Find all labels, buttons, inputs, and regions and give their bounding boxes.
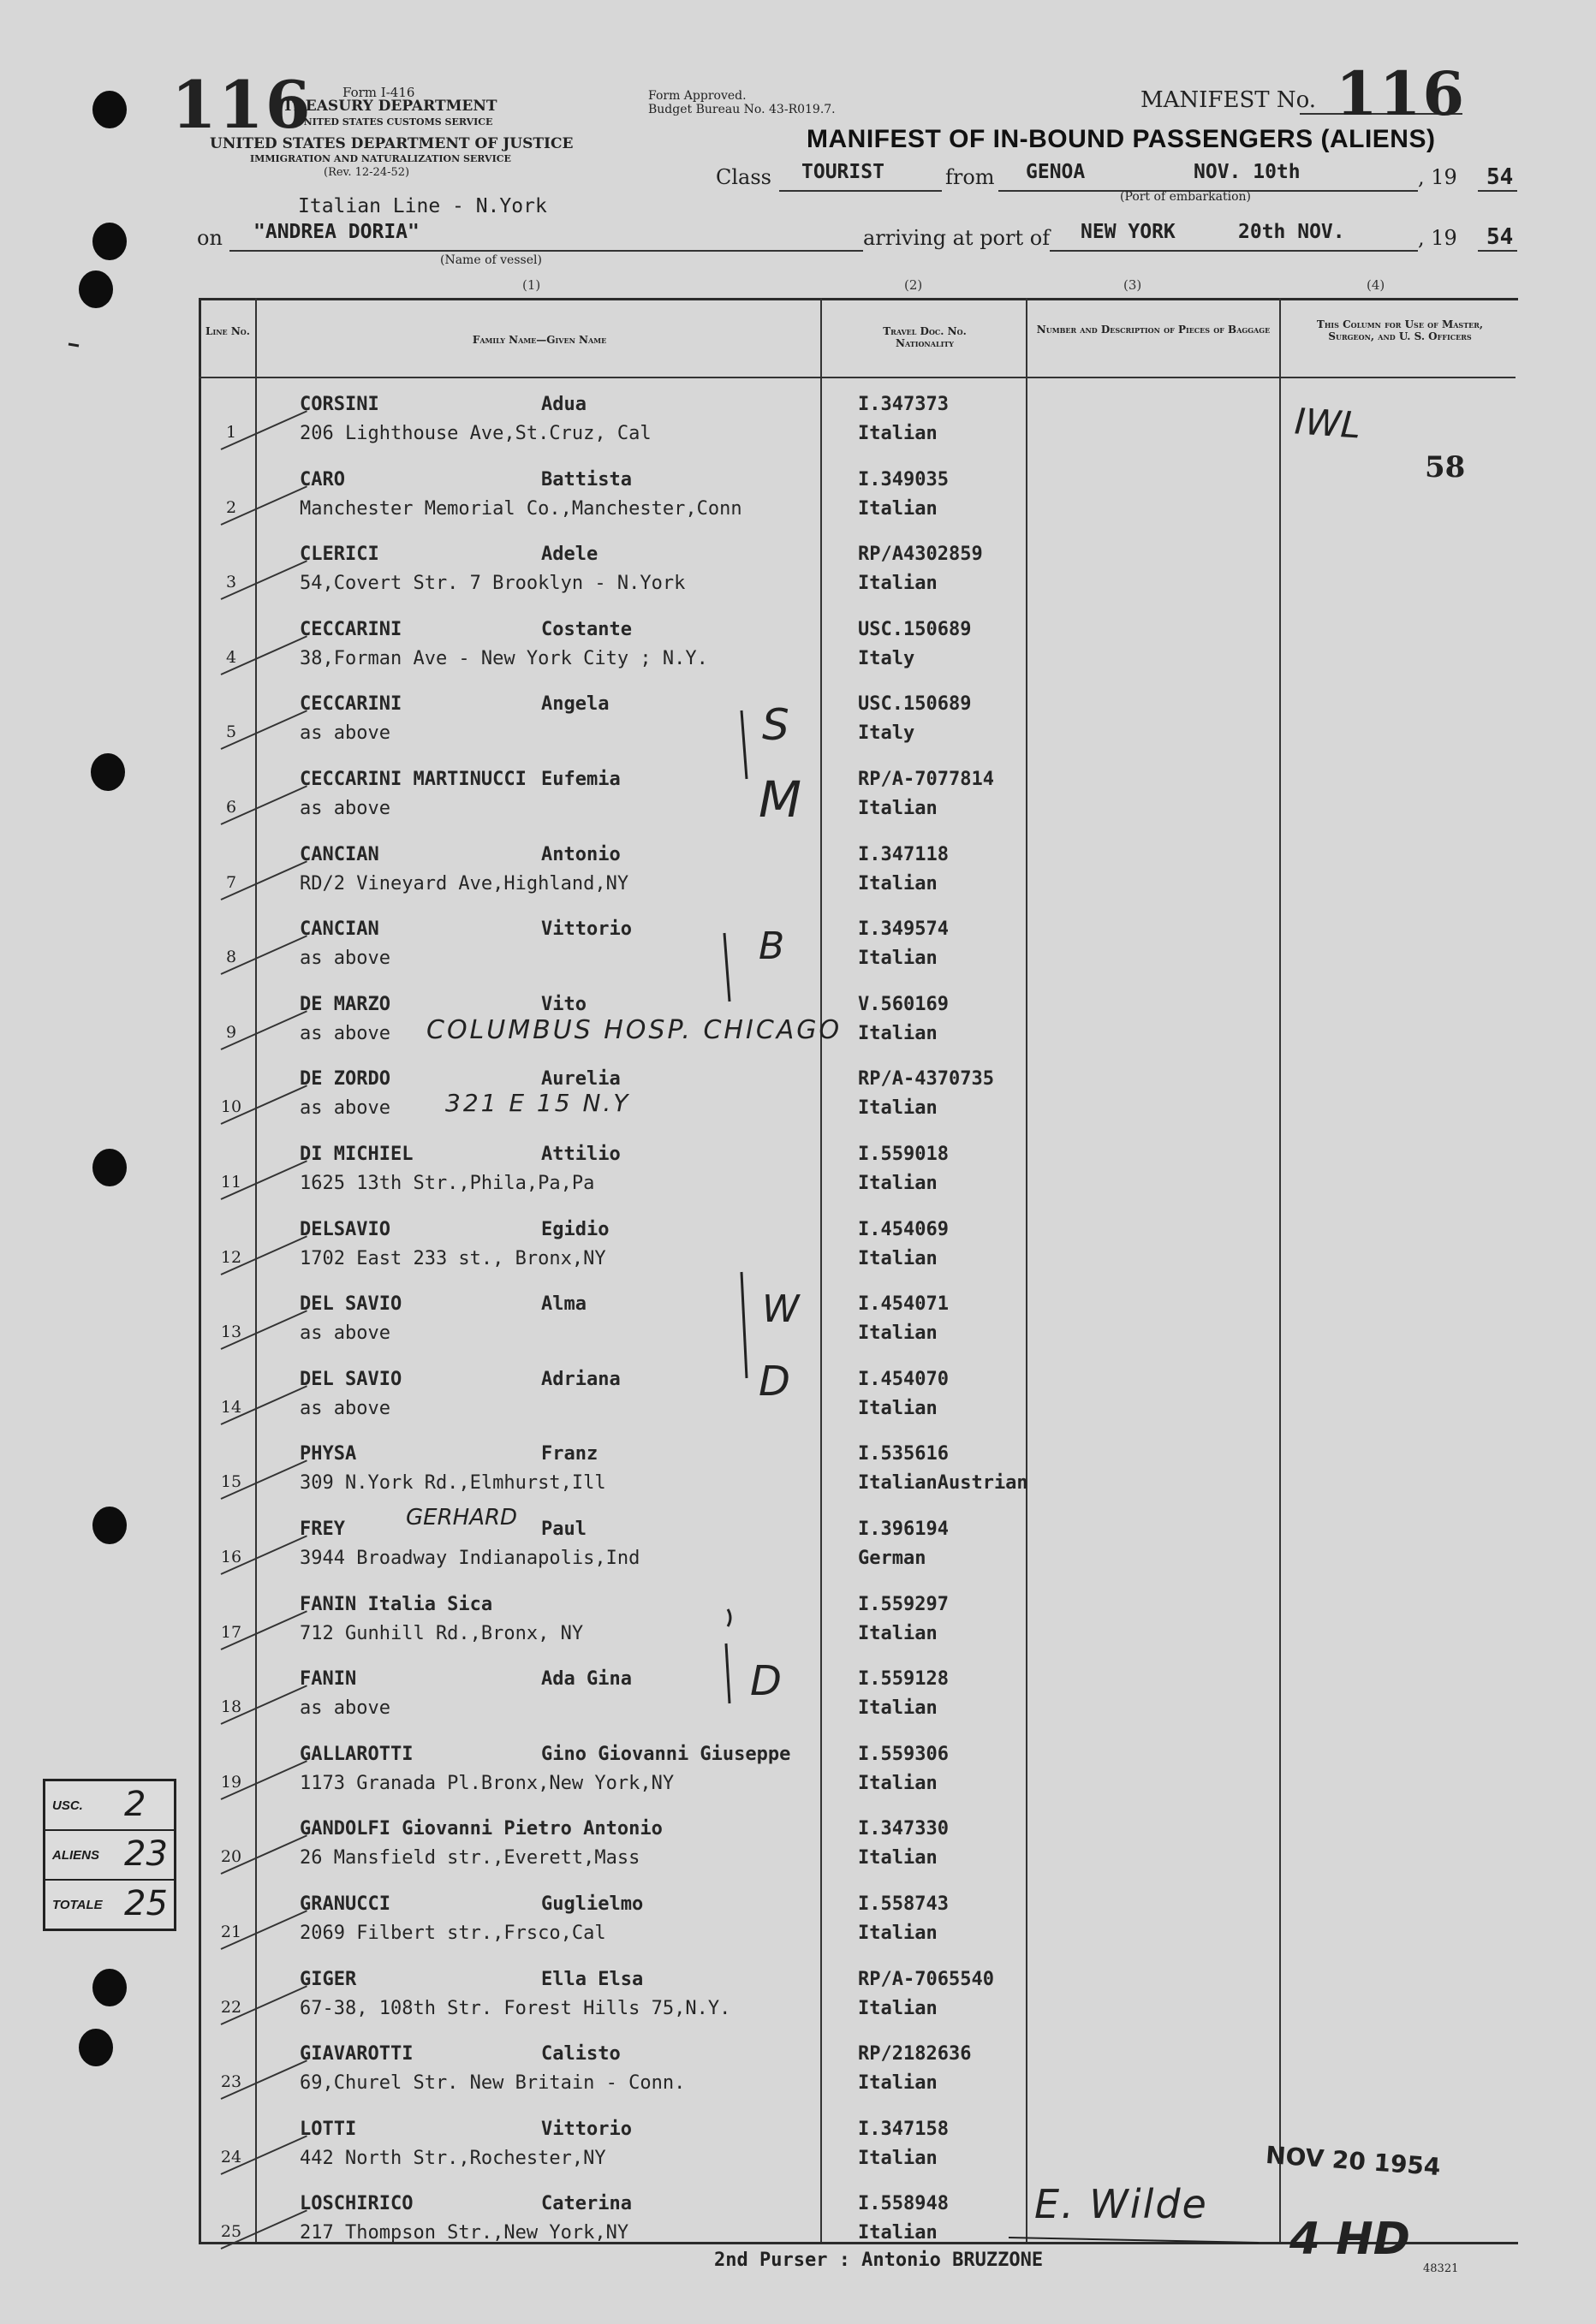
row-nationality: Italian bbox=[858, 1697, 938, 1720]
hand-bracket-d1: D bbox=[759, 1358, 790, 1406]
purser-line: 2nd Purser : Antonio BRUZZONE bbox=[714, 2250, 1044, 2271]
row-given-name: Adriana bbox=[541, 1368, 621, 1390]
row-family-name: CECCARINI bbox=[300, 618, 402, 640]
row-travel-doc: I.349035 bbox=[858, 468, 949, 490]
row-travel-doc: I.454071 bbox=[858, 1293, 949, 1316]
row-address: RD/2 Vineyard Ave,Highland,NY bbox=[300, 872, 629, 895]
row-nationality: Italian bbox=[858, 1247, 938, 1269]
row-given-name: Calisto bbox=[541, 2043, 621, 2065]
arrival-date: 20th NOV. bbox=[1238, 221, 1345, 243]
revision: (Rev. 12-24-52) bbox=[324, 166, 410, 179]
row-address: 1173 Granada Pl.Bronx,New York,NY bbox=[300, 1772, 675, 1794]
hand-iwl: IWL bbox=[1293, 400, 1362, 447]
row-address: 1625 13th Str.,Phila,Pa,Pa bbox=[300, 1173, 595, 1194]
row-address: as above bbox=[300, 1397, 390, 1419]
row-address: 1702 East 233 st., Bronx,NY bbox=[300, 1247, 606, 1269]
class-value: TOURIST bbox=[801, 161, 884, 183]
row-nationality: Italian bbox=[858, 1097, 938, 1120]
row-line-number: 16 bbox=[220, 1548, 242, 1566]
manifest-stamp-right: 116 bbox=[1336, 58, 1467, 129]
row-nationality: Italian bbox=[858, 1322, 938, 1345]
col-num-1: (1) bbox=[522, 277, 541, 293]
row-nationality: Italian bbox=[858, 1173, 938, 1194]
row-family-name: CECCARINI MARTINUCCI bbox=[300, 769, 527, 790]
row-nationality: Italian bbox=[858, 2072, 938, 2095]
row-given-name: Alma bbox=[541, 1293, 587, 1316]
row-nationality: Italian bbox=[858, 872, 938, 895]
from-label: from bbox=[945, 165, 995, 189]
row-line-number: 22 bbox=[220, 1997, 242, 2017]
row-given-name: Antonio bbox=[541, 843, 621, 865]
row-travel-doc: I.347330 bbox=[858, 1818, 949, 1840]
row-family-name: FREY bbox=[300, 1519, 345, 1540]
row-travel-doc: RP/A-4370735 bbox=[858, 1068, 994, 1091]
row-given-name: Vito bbox=[541, 993, 587, 1015]
row-given-name: Gino Giovanni Giuseppe bbox=[541, 1743, 791, 1765]
row-travel-doc: I.454069 bbox=[858, 1218, 949, 1240]
row-address: 26 Mansfield str.,Everett,Mass bbox=[300, 1847, 640, 1869]
row-family-name: GIGER bbox=[300, 1968, 357, 1990]
row-nationality: Italian bbox=[858, 497, 938, 520]
row-address: 442 North Str.,Rochester,NY bbox=[300, 2147, 606, 2169]
row-travel-doc: I.347118 bbox=[858, 843, 949, 865]
form-approved: Form Approved. bbox=[648, 89, 747, 103]
row-line-number: 2 bbox=[225, 497, 237, 517]
row-given-name: Ada Gina bbox=[541, 1668, 632, 1691]
row-line-number: 15 bbox=[220, 1472, 242, 1492]
tally-aliens-label: ALIENS bbox=[52, 1848, 100, 1863]
row-given-name: Egidio bbox=[541, 1218, 610, 1240]
hand-row10-note: 321 E 15 N.Y bbox=[445, 1089, 631, 1117]
treasury-dept: TREASURY DEPARTMENT bbox=[283, 98, 497, 115]
tally-total-label: TOTALE bbox=[52, 1898, 103, 1912]
row-given-name: Adua bbox=[541, 394, 587, 415]
hand-count-58: 58 bbox=[1425, 450, 1466, 484]
hand-bracket-d2: D bbox=[750, 1657, 782, 1705]
row-family-name: FANIN bbox=[300, 1668, 357, 1691]
row-given-name: Vittorio bbox=[541, 2118, 632, 2140]
row-line-number: 21 bbox=[220, 1923, 242, 1941]
row-nationality: Italian bbox=[858, 1022, 938, 1044]
row-line-number: 4 bbox=[225, 647, 237, 667]
row-family-name: CANCIAN bbox=[300, 918, 379, 941]
row-given-name: Attilio bbox=[541, 1144, 621, 1165]
row-travel-doc: RP/A-7077814 bbox=[858, 769, 994, 790]
row-nationality: Italian bbox=[858, 1923, 938, 1944]
port-embarkation-label: (Port of embarkation) bbox=[1120, 190, 1251, 204]
hand-bracket-w: W bbox=[762, 1287, 800, 1331]
row-line-number: 6 bbox=[225, 798, 237, 817]
row-given-name: Vittorio bbox=[541, 918, 632, 941]
row-travel-doc: I.559306 bbox=[858, 1743, 949, 1765]
row-line-number: 20 bbox=[220, 1847, 242, 1867]
hand-signature: E. Wilde bbox=[1034, 2181, 1208, 2227]
row-family-name: PHYSA bbox=[300, 1443, 357, 1465]
col-num-4: (4) bbox=[1367, 277, 1385, 293]
tally-usc-value: 2 bbox=[124, 1785, 146, 1824]
line-company: Italian Line - N.York bbox=[298, 195, 547, 217]
ins-label: IMMIGRATION AND NATURALIZATION SERVICE bbox=[250, 153, 511, 164]
row-nationality: Italian bbox=[858, 1997, 938, 2019]
row-address: 217 Thompson Str.,New York,NY bbox=[300, 2222, 629, 2244]
row-given-name: Adele bbox=[541, 544, 598, 566]
row-travel-doc: I.558948 bbox=[858, 2193, 949, 2215]
row-nationality: Italian bbox=[858, 1772, 938, 1794]
row-family-name: GIAVAROTTI bbox=[300, 2043, 414, 2065]
row-nationality: Italian bbox=[858, 798, 938, 819]
col-num-2: (2) bbox=[904, 277, 923, 293]
row-line-number: 8 bbox=[225, 948, 237, 967]
row-travel-doc: I.347373 bbox=[858, 394, 949, 415]
row-nationality: Italian bbox=[858, 573, 938, 595]
arriving-label: arriving at port of bbox=[863, 226, 1051, 250]
row-family-name: DELSAVIO bbox=[300, 1218, 390, 1240]
row-address: as above bbox=[300, 1097, 390, 1120]
row-travel-doc: I.558743 bbox=[858, 1893, 949, 1915]
row-given-name: Paul bbox=[541, 1519, 587, 1540]
row-family-name: CORSINI bbox=[300, 394, 379, 415]
row-travel-doc: I.396194 bbox=[858, 1519, 949, 1540]
vessel-name: "ANDREA DORIA" bbox=[253, 221, 420, 243]
th-travel-doc: Travel Doc. No. Nationality bbox=[883, 325, 967, 349]
row-travel-doc: RP/A4302859 bbox=[858, 544, 983, 566]
row-travel-doc: RP/A-7065540 bbox=[858, 1968, 994, 1990]
form-number: Form I-416 bbox=[342, 85, 415, 100]
row-family-name: CECCARINI bbox=[300, 693, 402, 716]
row-given-name: Eufemia bbox=[541, 769, 621, 790]
row-given-name: Ella Elsa bbox=[541, 1968, 644, 1990]
row-family-name: GALLAROTTI bbox=[300, 1743, 414, 1765]
row-nationality: Italian bbox=[858, 2222, 938, 2244]
tally-usc-label: USC. bbox=[52, 1798, 83, 1813]
row-nationality: Italy bbox=[858, 647, 915, 669]
row-given-name: Guglielmo bbox=[541, 1893, 644, 1915]
row-address: 54,Covert Str. 7 Brooklyn - N.York bbox=[300, 573, 686, 595]
row-line-number: 14 bbox=[220, 1397, 242, 1417]
row-address: as above bbox=[300, 1697, 390, 1720]
tally-aliens-value: 23 bbox=[124, 1834, 168, 1874]
row-family-name: DEL SAVIO bbox=[300, 1293, 402, 1316]
row-family-name: LOTTI bbox=[300, 2118, 357, 2140]
row-family-name: CARO bbox=[300, 468, 345, 490]
row-address: 67-38, 108th Str. Forest Hills 75,N.Y. bbox=[300, 1997, 731, 2019]
class-label: Class bbox=[716, 165, 771, 189]
row-nationality: Italian bbox=[858, 2147, 938, 2169]
row-nationality: Italian bbox=[858, 423, 938, 444]
customs-service: UNITED STATES CUSTOMS SERVICE bbox=[295, 116, 493, 128]
row-travel-doc: I.454070 bbox=[858, 1368, 949, 1390]
row-nationality: Italian bbox=[858, 1622, 938, 1644]
col-num-3: (3) bbox=[1123, 277, 1142, 293]
row-family-name: DEL SAVIO bbox=[300, 1368, 402, 1390]
row-address: 2069 Filbert str.,Frsco,Cal bbox=[300, 1923, 606, 1944]
hand-bracket-b: B bbox=[759, 924, 785, 968]
row-travel-doc: USC.150689 bbox=[858, 693, 972, 716]
row-line-number: 19 bbox=[220, 1772, 242, 1792]
th-officers: This Column for Use of Master, Surgeon, and U. S. Officers bbox=[1316, 318, 1484, 342]
from-value: GENOA bbox=[1026, 161, 1086, 183]
row-nationality: Italian bbox=[858, 948, 938, 970]
row-travel-doc: V.560169 bbox=[858, 993, 949, 1015]
row-address: 69,Churel Str. New Britain - Conn. bbox=[300, 2072, 686, 2095]
row-given-name: Battista bbox=[541, 468, 632, 490]
row-line-number: 9 bbox=[225, 1022, 237, 1042]
justice-dept: UNITED STATES DEPARTMENT OF JUSTICE bbox=[210, 135, 574, 152]
row-address: 309 N.York Rd.,Elmhurst,Ill bbox=[300, 1472, 606, 1495]
vessel-label: (Name of vessel) bbox=[440, 253, 542, 267]
row-nationality: Italian bbox=[858, 1397, 938, 1419]
row-travel-doc: I.559018 bbox=[858, 1144, 949, 1165]
row-given-name: Caterina bbox=[541, 2193, 632, 2215]
row-line-number: 24 bbox=[220, 2147, 242, 2166]
row-family-name: DE MARZO bbox=[300, 993, 390, 1015]
arrival-port: NEW YORK bbox=[1081, 221, 1176, 243]
row-address: 712 Gunhill Rd.,Bronx, NY bbox=[300, 1622, 584, 1644]
row-family-name: DE ZORDO bbox=[300, 1068, 390, 1091]
row-nationality: Italian bbox=[858, 1847, 938, 1869]
row-line-number: 5 bbox=[225, 722, 237, 742]
print-code: 48321 bbox=[1423, 2262, 1459, 2275]
row-nationality: Italy bbox=[858, 722, 915, 745]
row-line-number: 12 bbox=[220, 1247, 242, 1267]
row-line-number: 7 bbox=[225, 872, 237, 892]
row-address: 38,Forman Ave - New York City ; N.Y. bbox=[300, 647, 708, 669]
row-travel-doc: I.349574 bbox=[858, 918, 949, 941]
row-family-name: CANCIAN bbox=[300, 843, 379, 865]
budget-bureau: Budget Bureau No. 43-R019.7. bbox=[648, 103, 836, 116]
hand-date-stamp: NOV 20 1954 bbox=[1265, 2140, 1442, 2182]
hand-row9-note: COLUMBUS HOSP. CHICAGO bbox=[426, 1015, 843, 1045]
row-line-number: 17 bbox=[220, 1622, 242, 1642]
row-given-name: Costante bbox=[541, 618, 632, 640]
tally-total-value: 25 bbox=[124, 1884, 168, 1923]
row-address: as above bbox=[300, 1022, 390, 1044]
row-nationality: German bbox=[858, 1548, 926, 1569]
th-family-name: Family Name—Given Name bbox=[472, 334, 607, 346]
manifest-title: MANIFEST OF IN-BOUND PASSENGERS (ALIENS) bbox=[807, 125, 1436, 153]
row-travel-doc: USC.150689 bbox=[858, 618, 972, 640]
row-travel-doc: I.347158 bbox=[858, 2118, 949, 2140]
row-travel-doc: RP/2182636 bbox=[858, 2043, 972, 2065]
year-label-1: , 19 bbox=[1418, 165, 1457, 189]
row-travel-doc: I.559128 bbox=[858, 1668, 949, 1691]
manifest-no-label: MANIFEST No. bbox=[1140, 87, 1317, 113]
row-given-name: Franz bbox=[541, 1443, 598, 1465]
year-value-1: 54 bbox=[1486, 164, 1514, 190]
year-label-2: , 19 bbox=[1418, 226, 1457, 250]
row-given-name: Aurelia bbox=[541, 1068, 621, 1091]
row-family-name: FANIN Italia Sica bbox=[300, 1593, 493, 1615]
row-line-number: 3 bbox=[225, 573, 237, 592]
th-baggage: Number and Description of Pieces of Baggage bbox=[1036, 324, 1271, 336]
row-travel-doc: I.559297 bbox=[858, 1593, 949, 1615]
hand-bracket-m: M bbox=[759, 770, 802, 829]
row-address: 206 Lighthouse Ave,St.Cruz, Cal bbox=[300, 423, 652, 444]
row-line-number: 13 bbox=[220, 1322, 242, 1342]
row-line-number: 1 bbox=[225, 423, 237, 442]
hand-row16-note: GERHARD bbox=[406, 1505, 518, 1531]
on-label: on bbox=[197, 226, 223, 250]
row-line-number: 10 bbox=[220, 1097, 242, 1117]
year-value-2: 54 bbox=[1486, 224, 1514, 250]
row-address: as above bbox=[300, 798, 390, 819]
row-line-number: 11 bbox=[220, 1173, 242, 1192]
departure-date: NOV. 10th bbox=[1194, 161, 1301, 183]
row-family-name: GRANUCCI bbox=[300, 1893, 390, 1915]
row-line-number: 18 bbox=[220, 1697, 242, 1717]
row-family-name: GANDOLFI Giovanni Pietro Antonio bbox=[300, 1818, 663, 1840]
row-given-name: Angela bbox=[541, 693, 610, 716]
row-nationality: ItalianAustrian bbox=[858, 1472, 1028, 1495]
hand-initials: 4 HD bbox=[1289, 2214, 1410, 2265]
row-address: as above bbox=[300, 948, 390, 970]
row-address: as above bbox=[300, 722, 390, 745]
manifest-stamp-left: 116 bbox=[171, 67, 313, 143]
th-line-no: Line No. bbox=[205, 325, 250, 337]
row-family-name: CLERICI bbox=[300, 544, 379, 566]
row-line-number: 23 bbox=[220, 2072, 242, 2092]
row-address: Manchester Memorial Co.,Manchester,Conn bbox=[300, 497, 742, 520]
row-address: as above bbox=[300, 1322, 390, 1345]
row-family-name: LOSCHIRICO bbox=[300, 2193, 414, 2215]
row-family-name: DI MICHIEL bbox=[300, 1144, 414, 1165]
row-line-number: 25 bbox=[220, 2222, 242, 2242]
hand-bracket-s: S bbox=[762, 700, 789, 750]
row-address: 3944 Broadway Indianapolis,Ind bbox=[300, 1548, 640, 1569]
row-travel-doc: I.535616 bbox=[858, 1443, 949, 1465]
